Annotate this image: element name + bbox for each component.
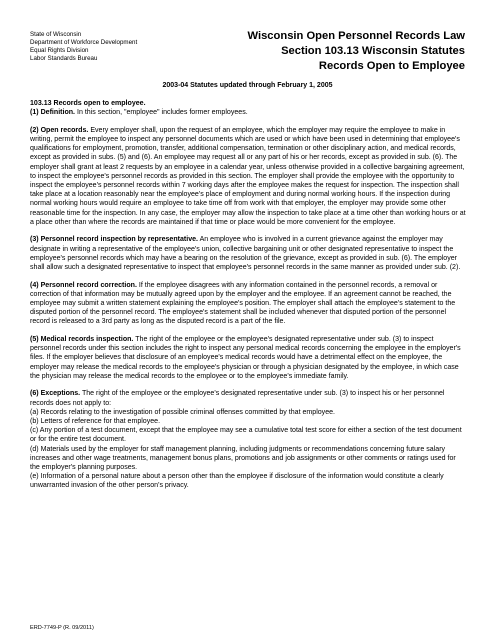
exceptions-paragraph (30, 389, 466, 407)
agency-line: Department of Workforce Development (30, 39, 138, 46)
correction-paragraph (30, 281, 466, 327)
exception-item: (b) Letters of reference for that employee. (30, 418, 161, 426)
section-title: 103.13 Records open to employee. (30, 100, 146, 107)
agency-block (30, 31, 210, 63)
correction-text: If the employee disagrees with any information contained in the personnel records, a removal or correction of that information may be mutually agreed upon by the employer and the employee. If an agreement cannot be reached, the employee may submit a written statement explaining the employee's position. The employer shall attach the employee's statement to the disputed portion of the personnel record. The employee's statement shall be included whenever that disputed portion of the personnel record is released to a 3rd party as long as the disputed record is a part of the file. (30, 281, 456, 326)
medical-heading: (5) Medical records inspection. (30, 336, 134, 344)
definition-paragraph (30, 108, 466, 117)
representative-text: An employee who is involved in a current grievance against the employer may designate in writing a representative of the employee's union, collective bargaining unit or other designated representative to inspect the employee's personnel records which may have a bearing on the resolution of the grievance, except as provided in sub. (6). The employer shall allow such a designated representative to inspect that employee's personnel records in the same manner as provided under sub. (2). (30, 236, 461, 272)
medical-text: The right of the employee or the employee's designated representative under sub. (3) to inspect personnel records under this section includes the right to inspect any personal medical records concerning the employee in the employer's files. If the employer believes that disclosure of an employee's medical records would have a detrimental effect on the employee, the employer may release the medical records to the employee's physician or through a physician designated by the employee, in which case the physician may release the medical records to the employee or to the employee's immediate family. (30, 336, 461, 380)
exception-item: (a) Records relating to the investigation of possible criminal offenses committed by that employee. (30, 408, 335, 416)
statute-body (30, 99, 466, 491)
exceptions-heading: (6) Exceptions. (30, 390, 81, 398)
representative-paragraph (30, 235, 466, 272)
title-line: Wisconsin Open Personnel Records Law (247, 30, 465, 42)
document-title (205, 29, 465, 74)
exception-item: (c) Any portion of a test document, except that the employee may see a cumulative total test score for either a section of the test document or for the entire test document. (30, 427, 462, 444)
agency-line: Labor Standards Bureau (30, 55, 98, 62)
form-number: ERD-7749-P (R. 09/2011) (30, 625, 94, 631)
exceptions-text: The right of the employee or the employee's designated representative under sub. (3) to inspect his or her personnel records does not apply to: (30, 390, 445, 407)
open-records-text: Every employer shall, upon the request of an employee, which the employer may require the employee to make in writing, permit the employee to inspect any personnel documents which are used or which have been used in determining that employee's qualifications for employment, promotion, transfer, additional compensation, termination or other disciplinary action, and medical records, except as provided in subs. (5) and (6). An employee may request all or any part of his or her records, except as provided in sub. (6). The employer shall grant at least 2 requests by an employee in a calendar year, unless otherwise provided in a collective bargaining agreement, to inspect the employee's personnel records as provided in this section. The employer shall provide the employee with the opportunity to inspect the employee's personnel records within 7 working days after the employee makes the request for inspection. The inspection shall take place at a location reasonably near the employee's place of employment and during normal working hours. If the inspection during normal working hours would require an employee to take time off from work with that employer, the employer may provide some other reasonable time for the inspection. In any case, the employer may allow the inspection to take place at a time other than working hours or at a place other than where the records are maintained if that time or place would be more convenient for the employee. (30, 126, 466, 226)
open-records-paragraph (30, 126, 466, 227)
agency-line: Equal Rights Division (30, 47, 89, 54)
correction-heading: (4) Personnel record correction. (30, 281, 137, 289)
exception-item: (e) Information of a personal nature about a person other than the employee if disclosure of the information would constitute a clearly unwarranted invasion of the other person's privacy. (30, 473, 444, 490)
medical-paragraph (30, 335, 466, 381)
representative-heading: (3) Personnel record inspection by representative. (30, 236, 199, 244)
exception-item: (d) Materials used by the employer for staff management planning, including judgments or recommendations concerning future salary increases and other wage treatments, management bonus plans, promotions and job assignments or other comments or ratings used for the employer's planning purposes. (30, 445, 456, 472)
agency-line: State of Wisconsin (30, 31, 82, 38)
open-records-heading: (2) Open records. (30, 126, 89, 134)
definition-heading: (1) Definition. (30, 109, 76, 117)
update-notice: 2003-04 Statutes updated through February 1, 2005 (162, 82, 333, 89)
title-line: Section 103.13 Wisconsin Statutes (281, 45, 465, 57)
definition-text: In this section, "employee" includes former employees. (75, 109, 248, 117)
title-line: Records Open to Employee (318, 60, 465, 72)
